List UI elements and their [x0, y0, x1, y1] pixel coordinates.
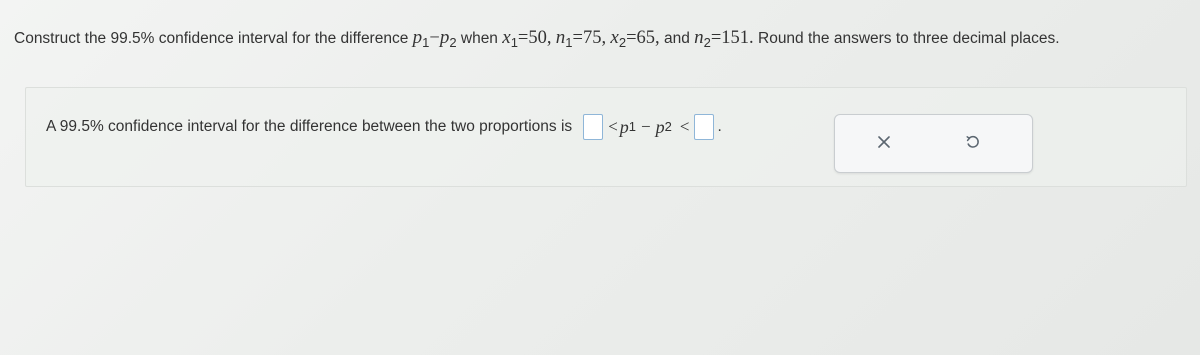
x2-subscript: 2 — [618, 35, 627, 50]
x2-value: =65, — [626, 28, 660, 48]
n1-subscript: 1 — [565, 35, 573, 50]
answer-p1-symbol: p — [619, 117, 629, 137]
answer-minus-sign: − — [641, 117, 651, 136]
answer-end-period: . — [717, 118, 722, 135]
less-than-right: < — [679, 117, 690, 136]
answer-lead-text: A 99.5% confidence interval for the difference between the two proportions is — [46, 118, 573, 135]
upper-bound-input[interactable] — [694, 114, 714, 140]
minus-sign: − — [429, 28, 440, 48]
undo-icon — [965, 134, 981, 155]
x1-subscript: 1 — [510, 35, 518, 50]
question-text — [14, 27, 1194, 50]
lower-bound-input[interactable] — [583, 114, 603, 140]
x2-symbol: x — [610, 27, 619, 48]
n2-symbol: n — [694, 27, 704, 48]
p2-symbol: p — [439, 27, 450, 48]
answer-p2-symbol: p — [655, 117, 665, 137]
p2-subscript: 2 — [449, 35, 457, 50]
n2-value: =151. — [710, 28, 754, 48]
n2-subscript: 2 — [703, 35, 711, 50]
less-than-left: < — [608, 117, 618, 136]
p1-symbol: p — [412, 27, 423, 48]
when-label: when — [460, 30, 498, 47]
n1-symbol: n — [555, 27, 566, 48]
x1-symbol: x — [502, 27, 511, 48]
reset-answer-button[interactable] — [956, 129, 990, 159]
question-prefix: Construct the 99.5% confidence interval for the difference — [14, 30, 409, 47]
x-icon — [877, 135, 891, 154]
answer-line: A 99.5% confidence interval for the difference between the two proportions is < p 1 − p 2 < . — [46, 113, 722, 141]
clear-answer-button[interactable] — [867, 129, 901, 159]
question-suffix: Round the answers to three decimal places. — [758, 30, 1060, 47]
and-label: and — [663, 30, 690, 47]
n1-value: =75, — [572, 28, 607, 48]
x1-value: =50, — [517, 28, 552, 48]
p1-subscript: 1 — [422, 35, 430, 50]
answer-tools-panel — [834, 114, 1033, 173]
